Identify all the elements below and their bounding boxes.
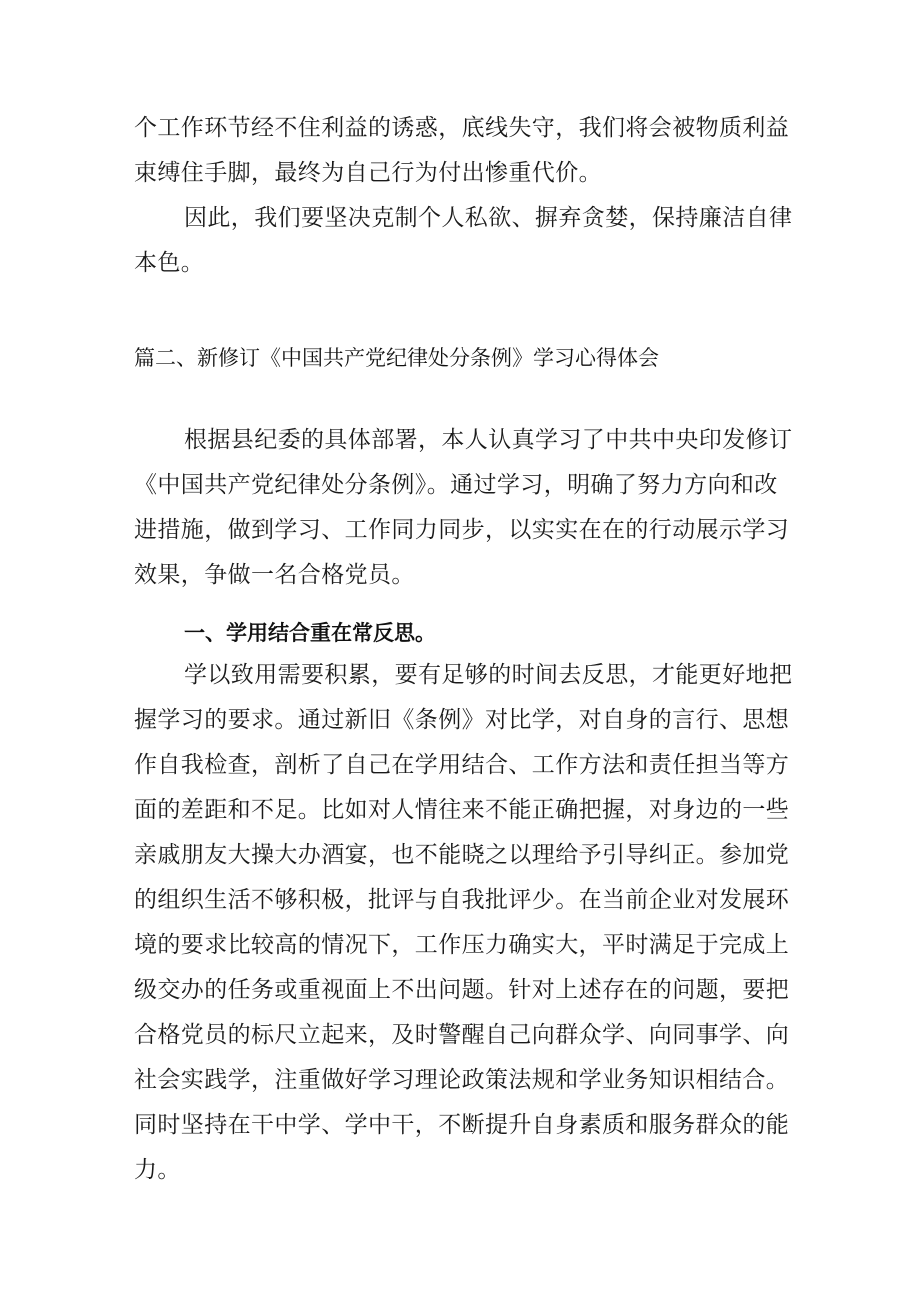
body-paragraph-2 [134,653,793,1193]
section-title: 篇二、新修订《中国共产党纪律处分条例》学习心得体会 [134,346,659,370]
text-line: 同时坚持在干中学、学中干，不断提升自身素质和服务群众的能 [134,1112,790,1138]
text-line: 的组织生活不够积极，批评与自我批评少。在当前企业对发展环 [134,887,790,913]
text-line: 级交办的任务或重视面上不出问题。针对上述存在的问题，要把 [134,977,790,1003]
text-line: 握学习的要求。通过新旧《条例》对比学，对自身的言行、思想 [134,707,790,733]
text-line: 境的要求比较高的情况下，工作压力确实大，平时满足于完成上 [134,932,790,958]
text-line: 进措施，做到学习、工作同力同步，以实实在在的行动展示学习 [134,517,790,543]
text-line: 学以致用需要积累，要有足够的时间去反思，才能更好地把 [184,662,793,688]
text-line: 效果，争做一名合格党员。 [134,562,415,588]
intro-paragraph-2 [134,196,793,286]
text-line: 力。 [134,1157,181,1183]
text-line: 本色。 [134,250,205,276]
intro-paragraph-1 [134,106,789,196]
text-line: 个工作环节经不住利益的诱惑，底线失守，我们将会被物质利益 [134,115,790,141]
text-line: 合格党员的标尺立起来，及时警醒自己向群众学、向同事学、向 [134,1022,790,1048]
body-paragraph-1 [134,418,793,598]
text-line: 亲戚朋友大操大办酒宴，也不能晓之以理给予引导纠正。参加党 [134,842,790,868]
text-line: 根据县纪委的具体部署，本人认真学习了中共中央印发修订 [184,427,793,453]
text-line: 《中国共产党纪律处分条例》。通过学习，明确了努力方向和改 [134,472,778,498]
text-line: 因此，我们要坚决克制个人私欲、摒弃贪婪，保持廉洁自律 [184,205,793,231]
text-line: 束缚住手脚，最终为自己行为付出惨重代价。 [134,160,602,186]
subsection-title: 一、学用结合重在常反思。 [184,621,436,645]
text-line: 社会实践学，注重做好学习理论政策法规和学业务知识相结合。 [134,1067,790,1093]
text-line: 作自我检查，剖析了自己在学用结合、工作方法和责任担当等方 [134,752,790,778]
text-line: 面的差距和不足。比如对人情往来不能正确把握，对身边的一些 [134,797,790,823]
